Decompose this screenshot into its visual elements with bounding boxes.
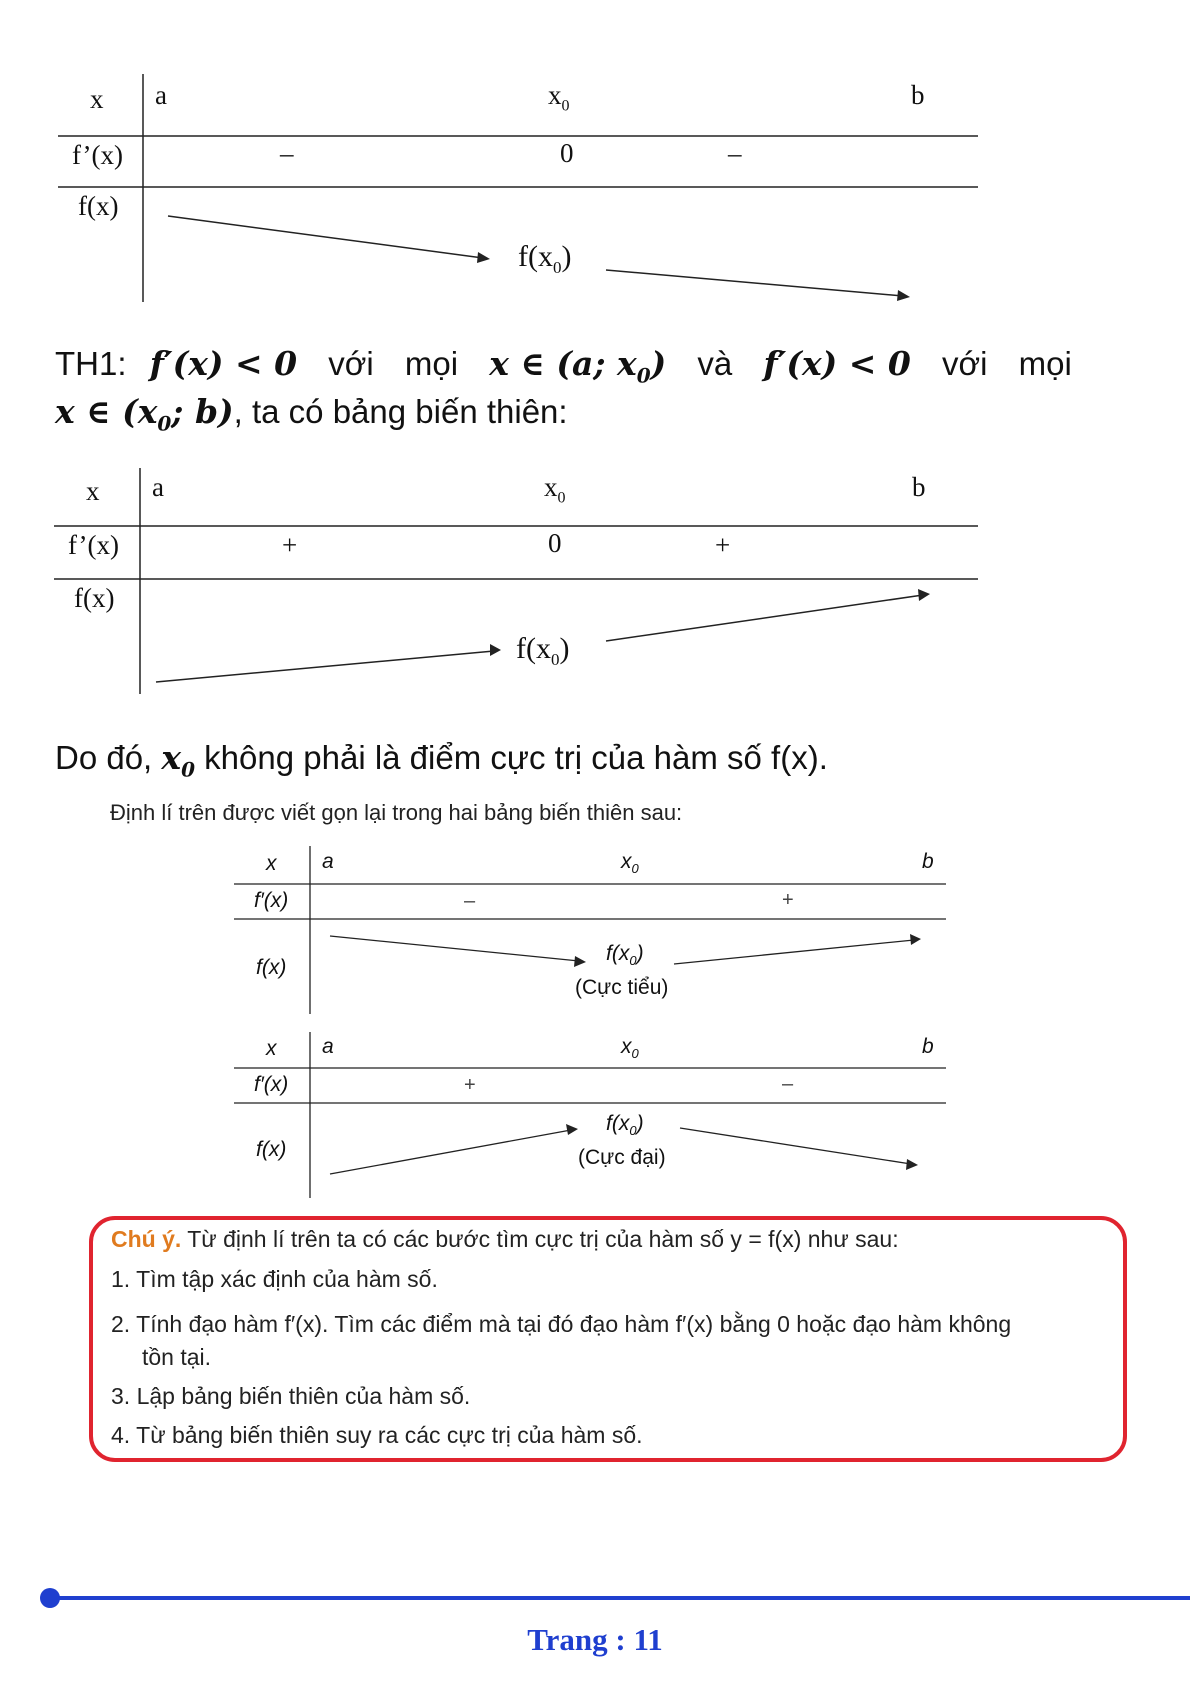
- function-label: f(x): [256, 956, 287, 979]
- note-intro: Chú ý. Từ định lí trên ta có các bước tìm cực trị của hàm số y = f(x) như sau:: [111, 1226, 899, 1252]
- endpoint-b: b: [912, 472, 926, 502]
- function-value-fx0: $f(x_0)$: [606, 942, 644, 969]
- endpoint-b: b: [922, 1035, 934, 1058]
- x-label: x: [86, 476, 100, 506]
- note-step-2: 2. Tính đạo hàm f′(x). Tìm các điểm mà tại đó đạo hàm f′(x) bằng 0 hoặc đạo hàm không: [111, 1311, 1012, 1337]
- increasing-arrow-left: [156, 651, 494, 682]
- derivative-label: f’(x): [72, 140, 123, 170]
- conclusion-line: Do đó, $x_0$ không phải là điểm cực trị của hàm số f(x).: [55, 738, 828, 782]
- critical-point-x0: $x_0$: [621, 1035, 639, 1062]
- increasing-arrow: [330, 1130, 571, 1174]
- function-label: f(x): [78, 191, 119, 221]
- endpoint-b: b: [911, 80, 925, 110]
- maximum-caption: (Cực đại): [578, 1146, 666, 1169]
- decreasing-arrow-left: [168, 216, 483, 258]
- derivative-zero: 0: [560, 138, 574, 168]
- case-1-line-2: x ∈ ($x_0$; b), ta có bảng biến thiên:: [55, 392, 568, 436]
- derivative-sign-left: +: [464, 1074, 476, 1096]
- footer-divider: [44, 1596, 1190, 1600]
- derivative-label: f′(x): [254, 1073, 289, 1096]
- variation-table-1: [58, 74, 978, 304]
- derivative-label: f’(x): [68, 530, 119, 560]
- derivative-sign-right: +: [715, 530, 731, 560]
- note-step-3: 3. Lập bảng biến thiên của hàm số.: [111, 1383, 471, 1409]
- endpoint-a: a: [322, 850, 334, 873]
- decreasing-arrow: [680, 1128, 911, 1164]
- variation-table-maximum: [234, 1032, 946, 1202]
- increasing-arrow-right: [606, 595, 923, 641]
- derivative-sign-left: –: [280, 138, 294, 168]
- case-1-line-1: TH1: f′(x) < 0 với mọi x ∈ (a; $x_0$) và f′(x) < 0 với mọi: [55, 344, 1072, 388]
- derivative-zero: 0: [548, 528, 562, 558]
- endpoint-a: a: [155, 80, 167, 110]
- function-label: f(x): [256, 1138, 287, 1161]
- x-label: x: [266, 1037, 277, 1060]
- footer-dot: [40, 1588, 60, 1608]
- derivative-sign-left: –: [464, 890, 476, 912]
- critical-point-x0: $x_0$: [548, 80, 570, 115]
- x-label: x: [266, 852, 277, 875]
- derivative-sign-left: +: [282, 530, 298, 560]
- derivative-sign-right: –: [782, 1073, 794, 1095]
- critical-point-x0: $x_0$: [621, 850, 639, 877]
- theorem-intro: Định lí trên được viết gọn lại trong hai bảng biến thiên sau:: [110, 800, 683, 825]
- critical-point-x0: $x_0$: [544, 472, 566, 507]
- derivative-label: f′(x): [254, 889, 289, 912]
- increasing-arrow: [674, 940, 914, 964]
- note-step-2-continued: tồn tại.: [142, 1344, 212, 1370]
- function-value-fx0: $f(x_0)$: [518, 240, 572, 277]
- derivative-sign-right: +: [782, 889, 794, 911]
- endpoint-a: a: [152, 472, 164, 502]
- endpoint-a: a: [322, 1035, 334, 1058]
- function-value-fx0: $f(x_0)$: [516, 632, 570, 669]
- note-step-4: 4. Từ bảng biến thiên suy ra các cực trị của hàm số.: [111, 1422, 643, 1448]
- derivative-sign-right: –: [728, 138, 742, 168]
- variation-table-minimum: [234, 846, 946, 1016]
- endpoint-b: b: [922, 850, 934, 873]
- decreasing-arrow: [330, 936, 579, 961]
- variation-table-2: [54, 468, 978, 698]
- table-4-grid: [234, 1032, 946, 1202]
- page-number: Trang : 11: [527, 1622, 663, 1657]
- function-label: f(x): [74, 583, 115, 613]
- decreasing-arrow-right: [606, 270, 903, 296]
- function-value-fx0: $f(x_0)$: [606, 1112, 644, 1139]
- note-title: Chú ý.: [111, 1226, 182, 1252]
- minimum-caption: (Cực tiểu): [575, 976, 669, 999]
- x-label: x: [90, 84, 104, 114]
- note-step-1: 1. Tìm tập xác định của hàm số.: [111, 1266, 438, 1292]
